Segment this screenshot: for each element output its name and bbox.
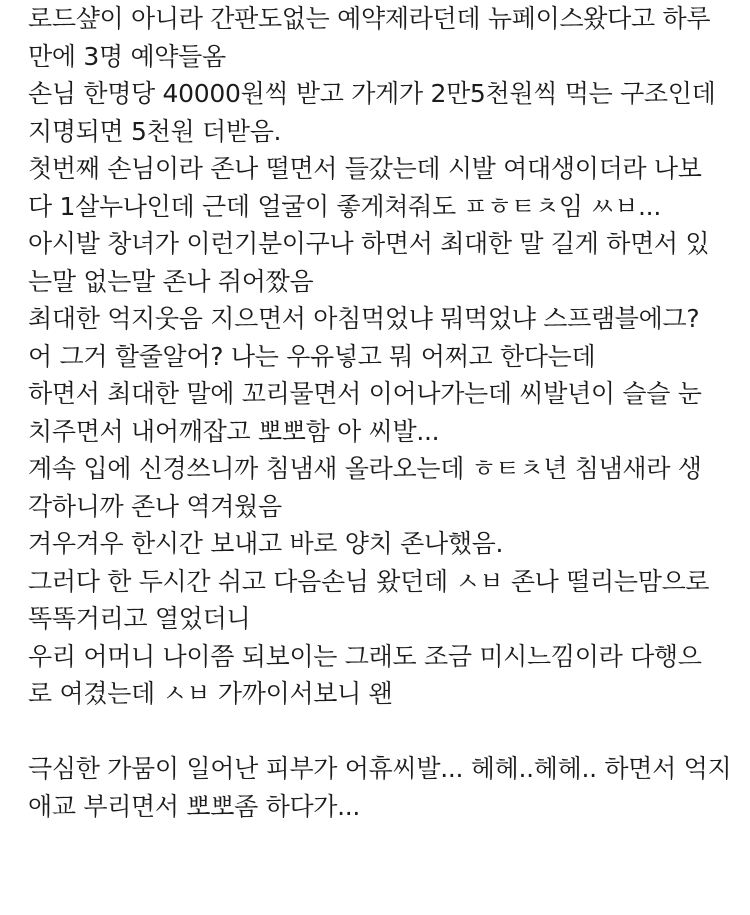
text-line-10: 어 그거 할줄알어? 나는 우유넣고 뭐 어쩌고 한다는데 (28, 341, 596, 371)
blank-line (28, 713, 740, 751)
text-line-19: 로 여겼는데 ㅅㅂ 가까이서보니 왠 (28, 679, 393, 708)
text-line-14: 각하니까 존나 역겨웠음 (28, 491, 282, 521)
text-line-7: 아시발 창녀가 이런기분이구나 하면서 최대한 말 길게 하면서 있 (28, 229, 710, 258)
text-line-11: 하면서 최대한 말에 꼬리물면서 이어나가는데 씨발년이 슬슬 눈 (28, 379, 702, 408)
text-line-18: 우리 어머니 나이쯤 되보이는 그래도 조금 미시느낌이라 다행으 (28, 641, 702, 671)
text-line-2: 만에 3명 예약들옴 (28, 41, 226, 71)
text-line-15: 겨우겨우 한시간 보내고 바로 양치 존나했음. (28, 529, 504, 558)
text-line-13: 계속 입에 신경쓰니까 침냄새 올라오는데 ㅎㅌㅊ년 침냄새라 생 (28, 454, 702, 483)
text-line-3: 손님 한명당 40000원씩 받고 가게가 2만5천원씩 먹는 구조인데 (28, 79, 716, 108)
text-line-21: 애교 부리면서 뽀뽀좀 하다가... (28, 791, 361, 821)
text-line-12: 치주면서 내어깨잡고 뽀뽀함 아 씨발... (28, 416, 440, 446)
text-line-5: 첫번째 손님이라 존나 떨면서 들갔는데 시발 여대생이더라 나보 (28, 154, 702, 183)
text-line-8: 는말 없는말 존나 쥐어짰음 (28, 266, 314, 296)
post-body (28, 0, 740, 825)
text-line-16: 그러다 한 두시간 쉬고 다음손님 왔던데 ㅅㅂ 존나 떨리는맘으로 (28, 566, 710, 596)
text-line-9: 최대한 억지웃음 지으면서 아침먹었냐 뭐먹었냐 스프램블에그? (28, 304, 700, 333)
text-line-17: 똑똑거리고 열었더니 (28, 604, 251, 633)
text-line-1: 로드샾이 아니라 간판도없는 예약제라던데 뉴페이스왔다고 하루 (28, 4, 711, 33)
text-line-4: 지명되면 5천원 더받음. (28, 116, 282, 146)
text-line-6: 다 1살누나인데 근데 얼굴이 좋게쳐줘도 ㅍㅎㅌㅊ임 ㅆㅂ... (28, 191, 661, 221)
text-line-20: 극심한 가뭄이 일어난 피부가 어휴씨발... 헤헤..헤헤.. 하면서 억지 (28, 754, 732, 783)
